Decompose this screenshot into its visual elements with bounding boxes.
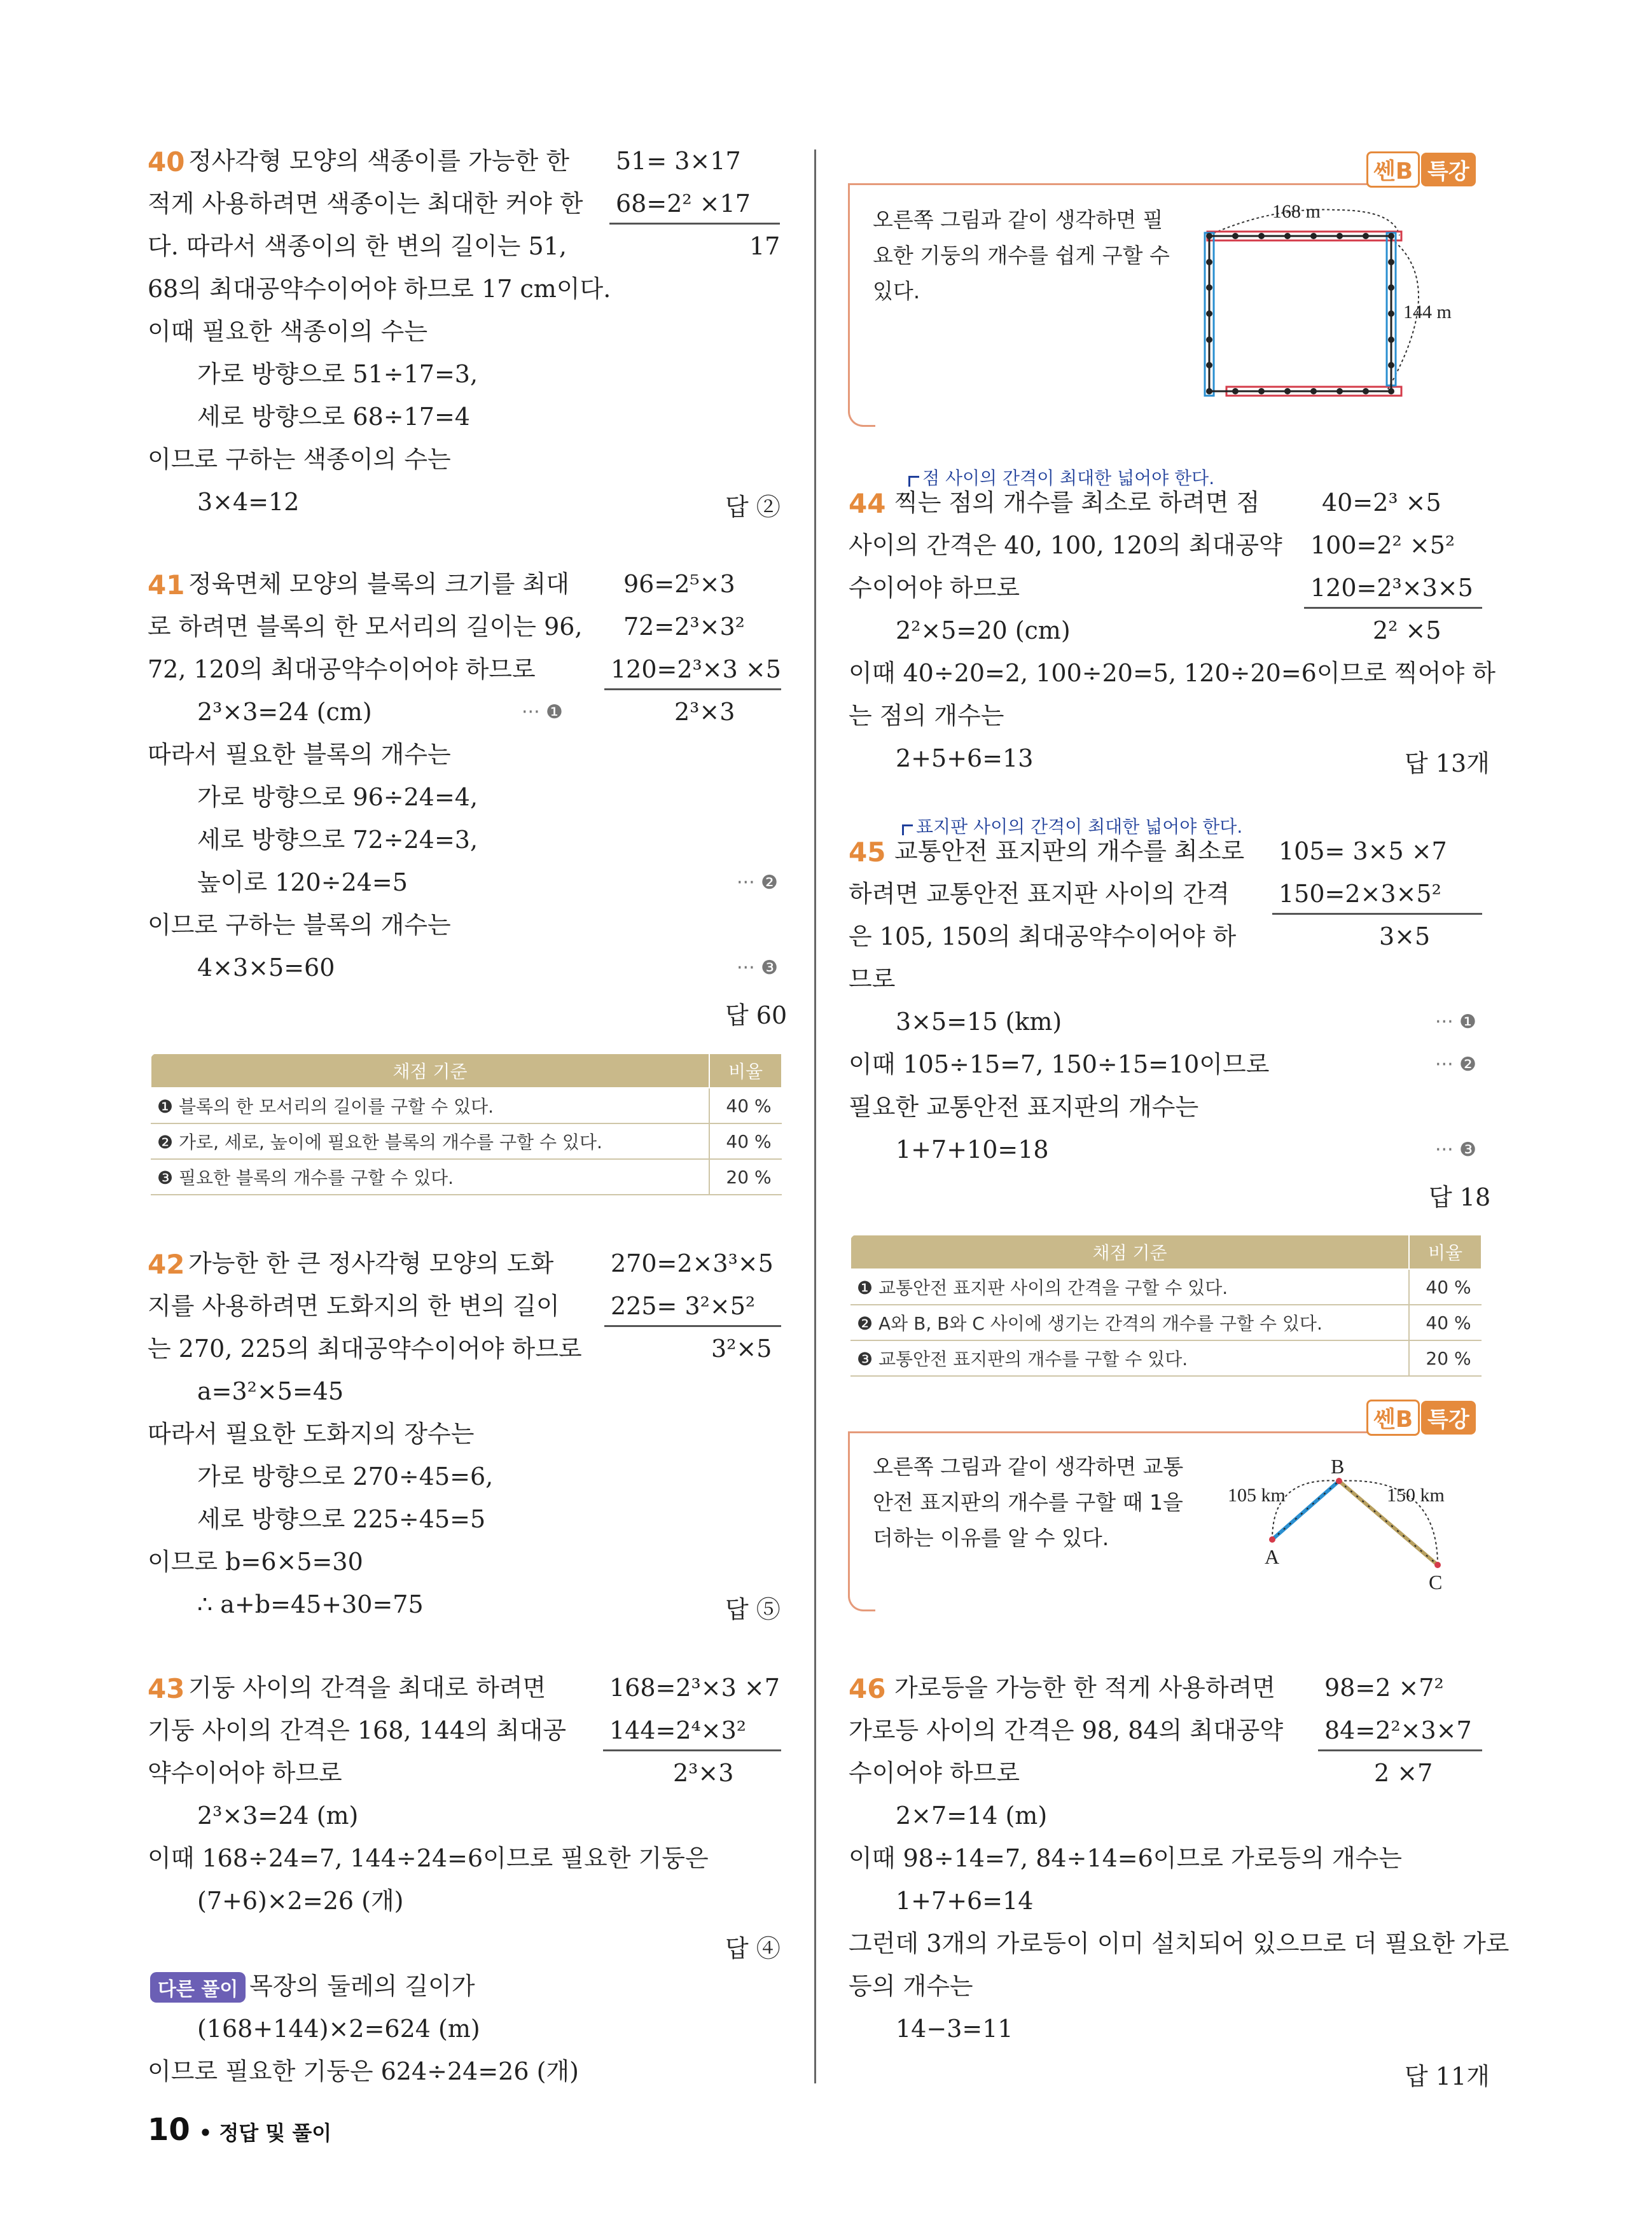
p45-line: 이때 105÷15=7, 150÷15=10이므로 <box>849 1050 1270 1078</box>
answer-43: 답 ④ <box>725 1935 781 1963</box>
p42-line: a=3²×5=45 <box>197 1377 344 1405</box>
box1-text <box>873 202 1170 309</box>
p45-line: 필요한 교통안전 표지판의 개수는 <box>849 1093 1199 1121</box>
box1-text-line: 요한 기둥의 개수를 쉽게 구할 수 <box>873 243 1170 268</box>
p41-line: 가로 방향으로 96÷24=4, <box>197 783 478 811</box>
p46-factor: 84=2²×3×7 <box>1324 1716 1472 1744</box>
answer-45: 답 18 <box>1429 1183 1491 1211</box>
point-a: A <box>1265 1545 1280 1568</box>
point-b: B <box>1331 1455 1345 1478</box>
footer-label: • 정답 및 풀이 <box>198 2121 332 2145</box>
p43-factor-result: 2³×3 <box>673 1759 734 1787</box>
table-cell: 40 % <box>709 1123 782 1159</box>
p45-line: 교통안전 표지판의 개수를 최소로 <box>894 837 1245 865</box>
p41-line: 높이로 120÷24=5 <box>197 868 408 896</box>
table-cell: 40 % <box>709 1088 782 1123</box>
p44-factor: 100=2² ×5² <box>1310 531 1455 559</box>
special-badge: 특강 <box>1421 1401 1476 1435</box>
problem-number-43: 43 <box>148 1673 185 1704</box>
p45-line: 3×5=15 (km) <box>896 1008 1062 1036</box>
grading-table-41 <box>150 1053 782 1195</box>
column-divider <box>814 149 816 2083</box>
answer-40: 답 ② <box>725 493 781 521</box>
table-row <box>850 1305 1482 1340</box>
p44-factor: 40=2³ ×5 <box>1322 489 1441 517</box>
ssen-b-badge: 쎈B <box>1366 151 1420 188</box>
p46-line: 1+7+6=14 <box>896 1887 1034 1915</box>
grading-table-45 <box>850 1234 1482 1377</box>
factor-rule <box>1304 607 1482 609</box>
problem-number-42: 42 <box>148 1249 185 1280</box>
p40-line: 정사각형 모양의 색종이를 가능한 한 <box>188 147 569 175</box>
p40-line: 이때 필요한 색종이의 수는 <box>148 317 428 345</box>
p41-line: 이므로 구하는 블록의 개수는 <box>148 911 451 939</box>
other-solution-badge: 다른 풀이 <box>150 1972 246 2003</box>
box2-text-line: 안전 표지판의 개수를 구할 때 1을 <box>873 1490 1183 1515</box>
p44-line: 는 점의 개수는 <box>849 702 1004 730</box>
p44-factor: 120=2³×3×5 <box>1310 574 1473 602</box>
p42-line: 이므로 b=6×5=30 <box>148 1548 363 1576</box>
table-header: 채점 기준 <box>151 1053 709 1088</box>
p42-line: 지를 사용하려면 도화지의 한 변의 길이 <box>148 1292 560 1320</box>
p41-line: 정육면체 모양의 블록의 크기를 최대 <box>188 570 569 598</box>
table-row <box>850 1340 1482 1376</box>
p46-line: 14−3=11 <box>896 2015 1013 2043</box>
table-cell: ❸ 필요한 블록의 개수를 구할 수 있다. <box>151 1159 709 1195</box>
table-cell: 20 % <box>1409 1340 1482 1376</box>
table-cell: 40 % <box>1409 1305 1482 1340</box>
note-bracket <box>908 476 919 487</box>
p44-line: 이때 40÷20=2, 100÷20=5, 120÷20=6이므로 찍어야 하 <box>849 659 1496 687</box>
p46-factor-result: 2 ×7 <box>1374 1759 1433 1787</box>
box-border <box>848 183 1367 185</box>
table-cell: ❸ 교통안전 표지판의 개수를 구할 수 있다. <box>850 1340 1409 1376</box>
table-header: 비율 <box>709 1053 782 1088</box>
p40-line: 68의 최대공약수이어야 하므로 17 cm이다. <box>148 275 611 303</box>
p40-factor: 51= 3×17 <box>616 147 741 175</box>
p40-line: 가로 방향으로 51÷17=3, <box>197 360 478 388</box>
p42-line: 가로 방향으로 270÷45=6, <box>197 1463 494 1491</box>
p43-factor: 144=2⁴×3² <box>609 1716 747 1744</box>
factor-rule <box>609 223 780 225</box>
factor-rule <box>1318 1749 1482 1751</box>
table-cell: ❷ A와 B, B와 C 사이에 생기는 간격의 개수를 구할 수 있다. <box>850 1305 1409 1340</box>
p42-line: 가능한 한 큰 정사각형 모양의 도화 <box>188 1249 554 1277</box>
p41-factor: 72=2³×3² <box>623 613 745 641</box>
answer-44: 답 13개 <box>1405 749 1490 777</box>
answer-42: 답 ⑤ <box>725 1595 781 1623</box>
p41-line: 로 하려면 블록의 한 모서리의 길이는 96, <box>148 613 583 641</box>
p43-other-line: 이므로 필요한 기둥은 624÷24=26 (개) <box>148 2057 579 2085</box>
mark-1: ··· ❶ <box>522 701 564 723</box>
p44-line: 사이의 간격은 40, 100, 120의 최대공약 <box>849 531 1282 559</box>
p46-line: 가로등 사이의 간격은 98, 84의 최대공약 <box>849 1716 1284 1744</box>
p43-factor: 168=2³×3 ×7 <box>609 1674 780 1702</box>
p41-line: 세로 방향으로 72÷24=3, <box>197 826 478 854</box>
p43-line: 2³×3=24 (m) <box>197 1802 359 1830</box>
box2-text-line: 더하는 이유를 알 수 있다. <box>873 1526 1109 1550</box>
p41-line: 2³×3=24 (cm) <box>197 698 372 726</box>
table-cell: ❷ 가로, 세로, 높이에 필요한 블록의 개수를 구할 수 있다. <box>151 1123 709 1159</box>
p45-line: 므로 <box>849 965 896 993</box>
note-bracket <box>902 824 913 835</box>
p41-line: 72, 120의 최대공약수이어야 하므로 <box>148 655 536 683</box>
mark-2: ··· ❷ <box>737 872 779 894</box>
p46-line: 가로등을 가능한 한 적게 사용하려면 <box>894 1674 1275 1702</box>
fence-diagram <box>1196 197 1476 407</box>
mark-2: ··· ❷ <box>1435 1053 1477 1076</box>
p44-line: 2+5+6=13 <box>896 744 1034 772</box>
table-cell: 40 % <box>1409 1269 1482 1305</box>
p42-line: 따라서 필요한 도화지의 장수는 <box>148 1420 475 1448</box>
p46-line: 등의 개수는 <box>849 1972 973 2000</box>
p43-other-line: 목장의 둘레의 길이가 <box>249 1972 475 2000</box>
p45-factor-result: 3×5 <box>1379 922 1431 950</box>
label-150km: 150 km <box>1387 1485 1445 1506</box>
p45-factor: 105= 3×5 ×7 <box>1279 837 1447 865</box>
p40-line: 다. 따라서 색종이의 한 변의 길이는 51, <box>148 232 567 260</box>
p40-line: 3×4=12 <box>197 488 300 516</box>
p45-line: 은 105, 150의 최대공약수이어야 하 <box>849 922 1237 950</box>
box1-text-line: 오른쪽 그림과 같이 생각하면 필 <box>873 207 1163 232</box>
table-cell: 20 % <box>709 1159 782 1195</box>
answer-41: 답 60 <box>725 1001 788 1029</box>
special-badge: 특강 <box>1421 153 1476 186</box>
p43-line: (7+6)×2=26 (개) <box>197 1887 404 1915</box>
label-105km: 105 km <box>1228 1485 1286 1506</box>
mark-3: ··· ❸ <box>737 957 779 979</box>
p41-line: 따라서 필요한 블록의 개수는 <box>148 740 451 768</box>
p46-line: 이때 98÷14=7, 84÷14=6이므로 가로등의 개수는 <box>849 1844 1403 1872</box>
box1-text-line: 있다. <box>873 279 920 303</box>
p44-line: 찍는 점의 개수를 최소로 하려면 점 <box>894 489 1260 517</box>
p40-line: 적게 사용하려면 색종이는 최대한 커야 한 <box>148 190 583 218</box>
p43-line: 기둥 사이의 간격을 최대로 하려면 <box>188 1674 546 1702</box>
p40-line: 세로 방향으로 68÷17=4 <box>197 403 470 431</box>
factor-rule <box>604 688 781 690</box>
p45-line: 하려면 교통안전 표지판 사이의 간격 <box>849 880 1230 908</box>
p41-factor: 120=2³×3 ×5 <box>611 655 781 683</box>
p41-line: 4×3×5=60 <box>197 954 335 982</box>
tip-box-2 <box>848 1431 875 1611</box>
label-168m: 168 m <box>1272 201 1321 222</box>
p42-line: 는 270, 225의 최대공약수이어야 하므로 <box>148 1335 582 1363</box>
note-45: 표지판 사이의 간격이 최대한 넓어야 한다. <box>916 816 1243 837</box>
table-row <box>151 1159 782 1195</box>
table-header: 비율 <box>1409 1235 1482 1269</box>
p42-factor: 270=2×3³×5 <box>611 1249 774 1277</box>
p46-line: 그런데 3개의 가로등이 이미 설치되어 있으므로 더 필요한 가로 <box>849 1929 1510 1957</box>
page-footer <box>148 2112 331 2148</box>
p41-factor: 96=2⁵×3 <box>623 570 735 598</box>
answer-46: 답 11개 <box>1405 2062 1490 2090</box>
problem-number-46: 46 <box>849 1673 886 1704</box>
p46-line: 2×7=14 (m) <box>896 1802 1048 1830</box>
factor-rule <box>604 1325 781 1327</box>
problem-number-44: 44 <box>849 488 886 519</box>
p44-factor-result: 2² ×5 <box>1373 616 1441 644</box>
point-c: C <box>1429 1571 1443 1594</box>
table-row <box>151 1088 782 1123</box>
p43-line: 이때 168÷24=7, 144÷24=6이므로 필요한 기둥은 <box>148 1844 709 1872</box>
table-row <box>850 1269 1482 1305</box>
p43-other-line: (168+144)×2=624 (m) <box>197 2015 480 2043</box>
table-row <box>151 1123 782 1159</box>
mark-1: ··· ❶ <box>1435 1011 1477 1033</box>
factor-rule <box>1272 913 1482 915</box>
p44-line: 2²×5=20 (cm) <box>896 616 1071 644</box>
table-header: 채점 기준 <box>850 1235 1409 1269</box>
page-number: 10 <box>148 2112 190 2148</box>
note-44: 점 사이의 간격이 최대한 넓어야 한다. <box>922 468 1215 489</box>
box2-text-line: 오른쪽 그림과 같이 생각하면 교통 <box>873 1454 1184 1479</box>
mark-3: ··· ❸ <box>1435 1139 1477 1161</box>
p41-factor-result: 2³×3 <box>674 698 735 726</box>
p44-line: 수이어야 하므로 <box>849 574 1020 602</box>
problem-number-41: 41 <box>148 569 185 601</box>
p45-factor: 150=2×3×5² <box>1279 880 1441 908</box>
table-cell: ❶ 교통안전 표지판 사이의 간격을 구할 수 있다. <box>850 1269 1409 1305</box>
p45-line: 1+7+10=18 <box>896 1136 1049 1164</box>
p43-line: 기둥 사이의 간격은 168, 144의 최대공 <box>148 1716 567 1744</box>
table-cell: ❶ 블록의 한 모서리의 길이를 구할 수 있다. <box>151 1088 709 1123</box>
factor-rule <box>603 1749 781 1751</box>
p40-line: 이므로 구하는 색종이의 수는 <box>148 445 451 473</box>
ssen-b-badge: 쎈B <box>1366 1400 1420 1436</box>
p46-factor: 98=2 ×7² <box>1324 1674 1444 1702</box>
tip-box-1 <box>848 183 875 427</box>
p42-factor: 225= 3²×5² <box>611 1292 756 1320</box>
p42-line: 세로 방향으로 225÷45=5 <box>197 1505 486 1533</box>
problem-number-45: 45 <box>849 837 886 868</box>
p40-factor: 68=2² ×17 <box>616 190 751 218</box>
problem-number-40: 40 <box>148 146 185 177</box>
p43-line: 약수이어야 하므로 <box>148 1759 342 1787</box>
p40-factor-result: 17 <box>749 232 781 260</box>
p42-line: ∴ a+b=45+30=75 <box>197 1590 424 1618</box>
sign-diagram <box>1228 1450 1457 1597</box>
box2-text <box>873 1449 1183 1556</box>
p42-factor-result: 3²×5 <box>711 1335 772 1363</box>
p46-line: 수이어야 하므로 <box>849 1759 1020 1787</box>
label-144m: 144 m <box>1403 302 1452 323</box>
box-border <box>848 1431 1367 1433</box>
